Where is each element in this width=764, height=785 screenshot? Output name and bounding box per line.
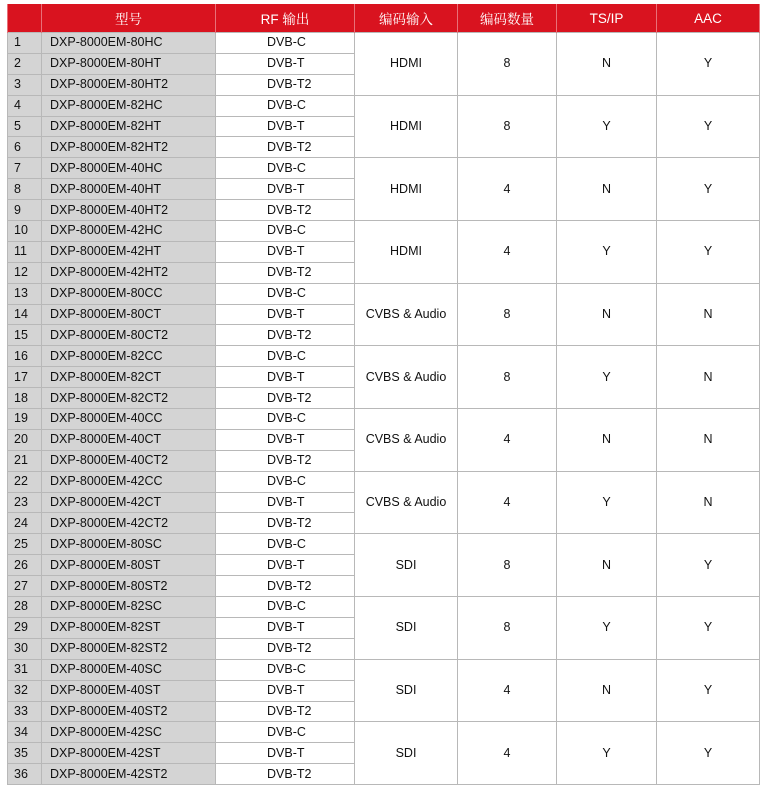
- row-number: 9: [8, 200, 42, 221]
- encode-count-cell: 8: [458, 95, 557, 158]
- rf-output-cell: DVB-T2: [216, 450, 355, 471]
- encode-input-cell: SDI: [355, 534, 458, 597]
- aac-cell: Y: [657, 659, 760, 722]
- rf-output-cell: DVB-C: [216, 722, 355, 743]
- row-number: 17: [8, 367, 42, 388]
- aac-cell: Y: [657, 534, 760, 597]
- header-aac: AAC: [657, 4, 760, 33]
- spec-table: [7, 4, 760, 785]
- table-row: [8, 597, 760, 618]
- rf-output-cell: DVB-T: [216, 680, 355, 701]
- rf-output-cell: DVB-T2: [216, 388, 355, 409]
- model-cell: DXP-8000EM-82HT: [42, 116, 216, 137]
- header-encode-count: 编码数量: [458, 4, 557, 33]
- model-cell: DXP-8000EM-40HT: [42, 179, 216, 200]
- row-number: 6: [8, 137, 42, 158]
- model-cell: DXP-8000EM-82CC: [42, 346, 216, 367]
- model-cell: DXP-8000EM-40ST2: [42, 701, 216, 722]
- row-number: 18: [8, 388, 42, 409]
- encode-input-cell: HDMI: [355, 95, 458, 158]
- rf-output-cell: DVB-T2: [216, 764, 355, 785]
- model-cell: DXP-8000EM-40HC: [42, 158, 216, 179]
- row-number: 29: [8, 617, 42, 638]
- table-row: [8, 534, 760, 555]
- rf-output-cell: DVB-T: [216, 743, 355, 764]
- encode-count-cell: 8: [458, 283, 557, 346]
- model-cell: DXP-8000EM-80CC: [42, 283, 216, 304]
- tsip-cell: Y: [557, 221, 657, 284]
- row-number: 24: [8, 513, 42, 534]
- encode-count-cell: 8: [458, 597, 557, 660]
- header-index: [8, 4, 42, 33]
- table-row: [8, 221, 760, 242]
- rf-output-cell: DVB-T: [216, 617, 355, 638]
- model-cell: DXP-8000EM-42HT: [42, 241, 216, 262]
- aac-cell: Y: [657, 158, 760, 221]
- table-row: [8, 659, 760, 680]
- header-model: 型号: [42, 4, 216, 33]
- header-row: [8, 4, 760, 33]
- rf-output-cell: DVB-T2: [216, 325, 355, 346]
- aac-cell: Y: [657, 722, 760, 785]
- header-encode-input: 编码输入: [355, 4, 458, 33]
- tsip-cell: N: [557, 283, 657, 346]
- encode-input-cell: SDI: [355, 597, 458, 660]
- aac-cell: N: [657, 409, 760, 472]
- encode-input-cell: SDI: [355, 659, 458, 722]
- model-cell: DXP-8000EM-80HT: [42, 53, 216, 74]
- tsip-cell: N: [557, 659, 657, 722]
- row-number: 15: [8, 325, 42, 346]
- rf-output-cell: DVB-C: [216, 534, 355, 555]
- table-row: [8, 471, 760, 492]
- model-cell: DXP-8000EM-82ST: [42, 617, 216, 638]
- encode-input-cell: SDI: [355, 722, 458, 785]
- row-number: 22: [8, 471, 42, 492]
- aac-cell: N: [657, 346, 760, 409]
- row-number: 19: [8, 409, 42, 430]
- model-cell: DXP-8000EM-80ST2: [42, 576, 216, 597]
- row-number: 33: [8, 701, 42, 722]
- row-number: 30: [8, 638, 42, 659]
- model-cell: DXP-8000EM-42CT2: [42, 513, 216, 534]
- encode-count-cell: 4: [458, 722, 557, 785]
- aac-cell: N: [657, 283, 760, 346]
- rf-output-cell: DVB-T2: [216, 262, 355, 283]
- aac-cell: N: [657, 471, 760, 534]
- row-number: 13: [8, 283, 42, 304]
- encode-input-cell: CVBS & Audio: [355, 283, 458, 346]
- rf-output-cell: DVB-C: [216, 409, 355, 430]
- table-body: [8, 33, 760, 785]
- rf-output-cell: DVB-T2: [216, 513, 355, 534]
- encode-input-cell: HDMI: [355, 158, 458, 221]
- row-number: 26: [8, 555, 42, 576]
- table-row: [8, 722, 760, 743]
- encode-input-cell: CVBS & Audio: [355, 346, 458, 409]
- row-number: 31: [8, 659, 42, 680]
- header-rf-output: RF 输出: [216, 4, 355, 33]
- encode-count-cell: 4: [458, 471, 557, 534]
- row-number: 10: [8, 221, 42, 242]
- aac-cell: Y: [657, 221, 760, 284]
- row-number: 34: [8, 722, 42, 743]
- rf-output-cell: DVB-T: [216, 492, 355, 513]
- rf-output-cell: DVB-T2: [216, 200, 355, 221]
- tsip-cell: N: [557, 158, 657, 221]
- row-number: 25: [8, 534, 42, 555]
- model-cell: DXP-8000EM-82SC: [42, 597, 216, 618]
- row-number: 36: [8, 764, 42, 785]
- row-number: 16: [8, 346, 42, 367]
- model-cell: DXP-8000EM-80SC: [42, 534, 216, 555]
- row-number: 2: [8, 53, 42, 74]
- table-row: [8, 158, 760, 179]
- rf-output-cell: DVB-T2: [216, 638, 355, 659]
- model-cell: DXP-8000EM-40CT2: [42, 450, 216, 471]
- model-cell: DXP-8000EM-42CC: [42, 471, 216, 492]
- tsip-cell: Y: [557, 722, 657, 785]
- model-cell: DXP-8000EM-82HC: [42, 95, 216, 116]
- model-cell: DXP-8000EM-80HT2: [42, 74, 216, 95]
- table-row: [8, 95, 760, 116]
- rf-output-cell: DVB-T2: [216, 74, 355, 95]
- encode-count-cell: 4: [458, 409, 557, 472]
- rf-output-cell: DVB-T: [216, 116, 355, 137]
- model-cell: DXP-8000EM-40CT: [42, 429, 216, 450]
- model-cell: DXP-8000EM-82HT2: [42, 137, 216, 158]
- model-cell: DXP-8000EM-82ST2: [42, 638, 216, 659]
- tsip-cell: N: [557, 33, 657, 96]
- rf-output-cell: DVB-C: [216, 597, 355, 618]
- row-number: 8: [8, 179, 42, 200]
- row-number: 1: [8, 33, 42, 54]
- rf-output-cell: DVB-T: [216, 304, 355, 325]
- rf-output-cell: DVB-C: [216, 346, 355, 367]
- row-number: 23: [8, 492, 42, 513]
- model-cell: DXP-8000EM-42ST: [42, 743, 216, 764]
- row-number: 5: [8, 116, 42, 137]
- rf-output-cell: DVB-C: [216, 471, 355, 492]
- table-row: [8, 346, 760, 367]
- model-cell: DXP-8000EM-80HC: [42, 33, 216, 54]
- rf-output-cell: DVB-T2: [216, 701, 355, 722]
- rf-output-cell: DVB-C: [216, 659, 355, 680]
- row-number: 11: [8, 241, 42, 262]
- tsip-cell: Y: [557, 346, 657, 409]
- rf-output-cell: DVB-C: [216, 221, 355, 242]
- rf-output-cell: DVB-T: [216, 429, 355, 450]
- row-number: 32: [8, 680, 42, 701]
- encode-count-cell: 4: [458, 659, 557, 722]
- model-cell: DXP-8000EM-42CT: [42, 492, 216, 513]
- model-cell: DXP-8000EM-40ST: [42, 680, 216, 701]
- encode-input-cell: HDMI: [355, 33, 458, 96]
- model-cell: DXP-8000EM-82CT2: [42, 388, 216, 409]
- row-number: 21: [8, 450, 42, 471]
- table-row: [8, 283, 760, 304]
- rf-output-cell: DVB-C: [216, 283, 355, 304]
- aac-cell: Y: [657, 95, 760, 158]
- encode-count-cell: 8: [458, 534, 557, 597]
- row-number: 20: [8, 429, 42, 450]
- model-cell: DXP-8000EM-80CT: [42, 304, 216, 325]
- row-number: 14: [8, 304, 42, 325]
- rf-output-cell: DVB-C: [216, 158, 355, 179]
- model-cell: DXP-8000EM-80ST: [42, 555, 216, 576]
- aac-cell: Y: [657, 33, 760, 96]
- model-cell: DXP-8000EM-40SC: [42, 659, 216, 680]
- model-cell: DXP-8000EM-42HT2: [42, 262, 216, 283]
- table-row: [8, 409, 760, 430]
- rf-output-cell: DVB-T2: [216, 576, 355, 597]
- tsip-cell: N: [557, 534, 657, 597]
- rf-output-cell: DVB-T2: [216, 137, 355, 158]
- model-cell: DXP-8000EM-40HT2: [42, 200, 216, 221]
- row-number: 12: [8, 262, 42, 283]
- model-cell: DXP-8000EM-80CT2: [42, 325, 216, 346]
- model-cell: DXP-8000EM-42SC: [42, 722, 216, 743]
- tsip-cell: Y: [557, 471, 657, 534]
- row-number: 3: [8, 74, 42, 95]
- rf-output-cell: DVB-C: [216, 95, 355, 116]
- rf-output-cell: DVB-T: [216, 179, 355, 200]
- header-tsip: TS/IP: [557, 4, 657, 33]
- rf-output-cell: DVB-T: [216, 555, 355, 576]
- aac-cell: Y: [657, 597, 760, 660]
- model-cell: DXP-8000EM-42HC: [42, 221, 216, 242]
- tsip-cell: Y: [557, 597, 657, 660]
- tsip-cell: Y: [557, 95, 657, 158]
- encode-input-cell: HDMI: [355, 221, 458, 284]
- rf-output-cell: DVB-T: [216, 367, 355, 388]
- model-cell: DXP-8000EM-42ST2: [42, 764, 216, 785]
- encode-input-cell: CVBS & Audio: [355, 409, 458, 472]
- encode-input-cell: CVBS & Audio: [355, 471, 458, 534]
- row-number: 4: [8, 95, 42, 116]
- row-number: 27: [8, 576, 42, 597]
- row-number: 28: [8, 597, 42, 618]
- encode-count-cell: 4: [458, 221, 557, 284]
- encode-count-cell: 8: [458, 346, 557, 409]
- rf-output-cell: DVB-C: [216, 33, 355, 54]
- rf-output-cell: DVB-T: [216, 241, 355, 262]
- encode-count-cell: 8: [458, 33, 557, 96]
- rf-output-cell: DVB-T: [216, 53, 355, 74]
- tsip-cell: N: [557, 409, 657, 472]
- model-cell: DXP-8000EM-82CT: [42, 367, 216, 388]
- row-number: 7: [8, 158, 42, 179]
- row-number: 35: [8, 743, 42, 764]
- table-row: [8, 33, 760, 54]
- encode-count-cell: 4: [458, 158, 557, 221]
- model-cell: DXP-8000EM-40CC: [42, 409, 216, 430]
